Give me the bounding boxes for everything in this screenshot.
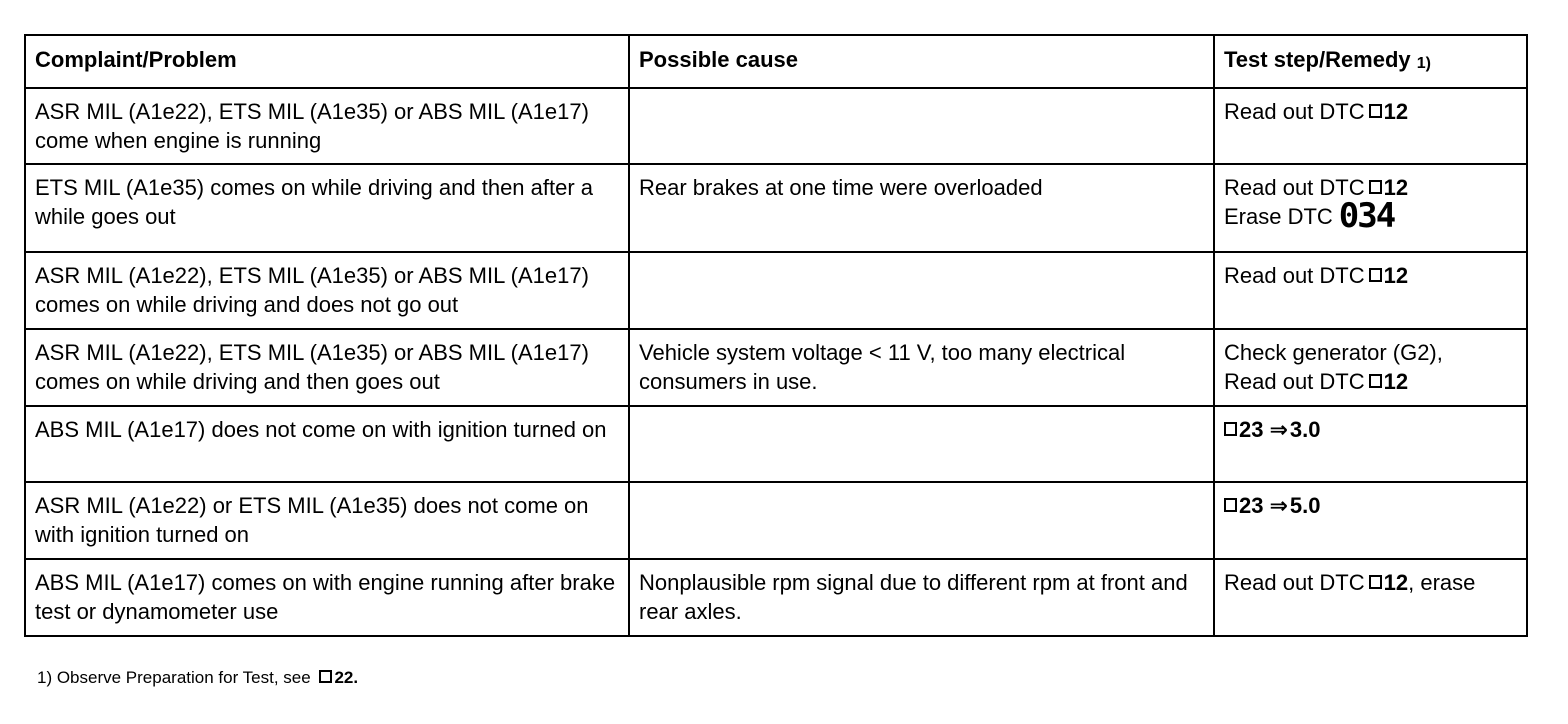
step-target: 5.0 — [1289, 493, 1321, 518]
cause-cell: Nonplausible rpm signal due to different rpm at front and rear axles. — [629, 559, 1214, 636]
step-reference: 12 — [1383, 369, 1409, 394]
step-reference-icon — [319, 670, 332, 683]
cause-cell — [629, 482, 1214, 559]
step-reference: 12 — [1383, 570, 1409, 595]
remedy-cell — [1214, 482, 1527, 559]
step-reference-icon — [1369, 268, 1382, 282]
remedy-action: Read out DTC — [1224, 99, 1365, 124]
table-header-row — [25, 35, 1527, 88]
header-remedy-footnote-mark: 1) — [1416, 55, 1432, 72]
step-reference: 23 — [1239, 417, 1264, 442]
table-row — [25, 164, 1527, 252]
remedy-action: Read out DTC — [1224, 369, 1365, 394]
remedy-action: Read out DTC — [1224, 175, 1365, 200]
remedy-line — [1224, 97, 1518, 126]
remedy-line — [1224, 491, 1518, 520]
step-reference: 12 — [1383, 99, 1409, 124]
step-reference-icon — [1369, 575, 1382, 589]
cause-cell: Vehicle system voltage < 11 V, too many electrical consumers in use. — [629, 329, 1214, 406]
step-reference-icon — [1369, 374, 1382, 388]
fault-code-display: 034 — [1338, 196, 1395, 236]
step-reference: 12 — [1383, 263, 1409, 288]
remedy-text: Check generator (G2), — [1224, 340, 1443, 365]
cause-cell — [629, 406, 1214, 482]
complaint-cell: ASR MIL (A1e22), ETS MIL (A1e35) or ABS MIL (A1e17) come when engine is running — [25, 88, 629, 164]
header-complaint: Complaint/Problem — [25, 35, 629, 88]
remedy-cell — [1214, 559, 1527, 636]
remedy-line — [1224, 261, 1518, 290]
step-reference-icon — [1224, 498, 1237, 512]
remedy-action: Read out DTC — [1224, 570, 1365, 595]
cause-cell — [629, 88, 1214, 164]
step-reference-icon — [1224, 422, 1237, 436]
footnote-step-ref: 22. — [334, 668, 359, 687]
table-row — [25, 252, 1527, 329]
table-body — [25, 88, 1527, 636]
diagnosis-sheet — [24, 34, 1528, 637]
remedy-line — [1224, 415, 1518, 444]
complaint-cell: ASR MIL (A1e22), ETS MIL (A1e35) or ABS MIL (A1e17) comes on while driving and does not go out — [25, 252, 629, 329]
troubleshooting-table — [24, 34, 1528, 637]
right-arrow-icon: ⇒ — [1269, 493, 1288, 518]
remedy-action: Read out DTC — [1224, 263, 1365, 288]
remedy-cell — [1214, 164, 1527, 252]
remedy-line — [1224, 568, 1518, 597]
complaint-cell: ABS MIL (A1e17) comes on with engine running after brake test or dynamometer use — [25, 559, 629, 636]
remedy-line — [1224, 196, 1518, 236]
step-target: 3.0 — [1289, 417, 1321, 442]
step-reference-icon — [1369, 180, 1382, 194]
step-reference: 23 — [1239, 493, 1264, 518]
remedy-cell — [1214, 406, 1527, 482]
step-reference-icon — [1369, 104, 1382, 118]
step-reference: 12 — [1383, 175, 1409, 200]
complaint-cell: ASR MIL (A1e22) or ETS MIL (A1e35) does not come on with ignition turned on — [25, 482, 629, 559]
remedy-action: Erase DTC — [1224, 204, 1333, 229]
complaint-cell: ABS MIL (A1e17) does not come on with ignition turned on — [25, 406, 629, 482]
header-remedy — [1214, 35, 1527, 88]
remedy-cell — [1214, 88, 1527, 164]
table-row — [25, 482, 1527, 559]
cause-cell — [629, 252, 1214, 329]
table-row — [25, 88, 1527, 164]
remedy-line — [1224, 367, 1518, 396]
remedy-cell — [1214, 329, 1527, 406]
table-row — [25, 559, 1527, 636]
table-row — [25, 406, 1527, 482]
cause-cell: Rear brakes at one time were overloaded — [629, 164, 1214, 252]
footnote-text: 1) Observe Preparation for Test, see — [37, 668, 311, 687]
remedy-cell — [1214, 252, 1527, 329]
header-remedy-label: Test step/Remedy — [1224, 47, 1411, 72]
table-row — [25, 329, 1527, 406]
complaint-cell: ASR MIL (A1e22), ETS MIL (A1e35) or ABS MIL (A1e17) comes on while driving and then goes out — [25, 329, 629, 406]
header-cause: Possible cause — [629, 35, 1214, 88]
remedy-line — [1224, 338, 1518, 367]
remedy-suffix: , erase — [1408, 570, 1476, 595]
complaint-cell: ETS MIL (A1e35) comes on while driving and then after a while goes out — [25, 164, 629, 252]
right-arrow-icon: ⇒ — [1269, 417, 1288, 442]
footnote — [37, 667, 358, 689]
